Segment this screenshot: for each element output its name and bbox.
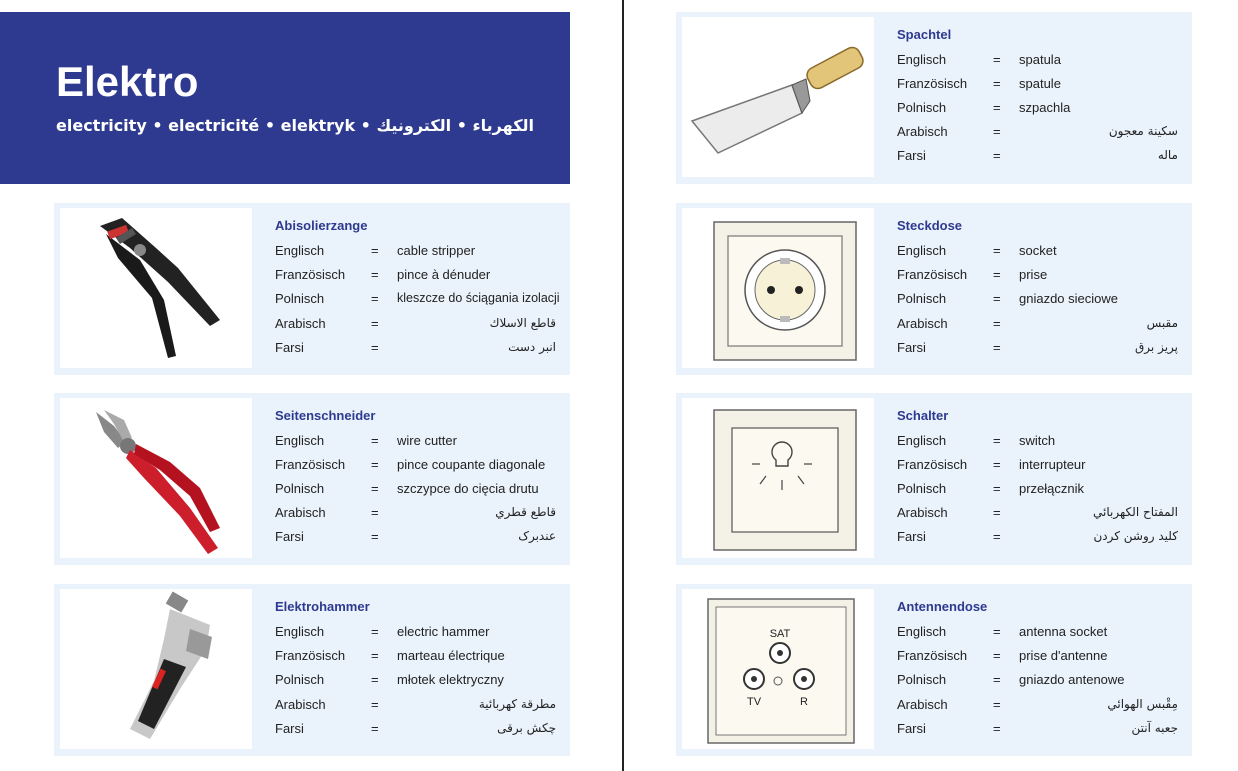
translation-value: انبر دست: [508, 340, 556, 354]
equals-sign: =: [993, 316, 1001, 331]
language-label: Farsi: [897, 721, 926, 736]
translation-row: [897, 100, 1182, 120]
translation-row: [897, 76, 1182, 96]
translation-row: [897, 672, 1182, 692]
translation-value: قاطع قطري: [495, 505, 556, 519]
translation-value: szpachla: [1019, 100, 1071, 115]
page-title: Elektro: [56, 58, 199, 105]
translation-row: [275, 243, 560, 263]
card-title: Abisolierzange: [275, 218, 368, 233]
translation-value: spatule: [1019, 76, 1061, 91]
vocab-card-antennendose: [676, 584, 1192, 756]
translation-value: młotek elektryczny: [397, 672, 504, 687]
translation-row: [897, 340, 1182, 360]
language-label: Arabisch: [897, 505, 948, 520]
translation-value: prise d'antenne: [1019, 648, 1108, 663]
translation-value: szczypce do cięcia drutu: [397, 481, 539, 496]
equals-sign: =: [371, 267, 379, 282]
equals-sign: =: [993, 697, 1001, 712]
equals-sign: =: [993, 481, 1001, 496]
translation-row: [897, 148, 1182, 168]
translation-row: [897, 316, 1182, 336]
language-label: Farsi: [897, 529, 926, 544]
socket-icon: [682, 208, 874, 368]
translation-value: przełącznik: [1019, 481, 1085, 496]
translation-value: قاطع الاسلاك: [489, 316, 556, 330]
translation-value: wire cutter: [397, 433, 457, 448]
language-label: Polnisch: [275, 481, 325, 496]
language-label: Arabisch: [897, 124, 948, 139]
translation-row: [897, 267, 1182, 287]
translation-value: کلید روشن کردن: [1093, 529, 1178, 543]
translation-value: antenna socket: [1019, 624, 1108, 639]
translation-value: socket: [1019, 243, 1057, 258]
language-label: Englisch: [275, 243, 325, 258]
translation-value: pince à dénuder: [397, 267, 491, 282]
language-label: Arabisch: [275, 316, 326, 331]
translation-row: [897, 624, 1182, 644]
card-title: Steckdose: [897, 218, 963, 233]
language-label: Polnisch: [897, 672, 947, 687]
vocab-card-schalter: [676, 393, 1192, 565]
translation-row: [275, 267, 560, 287]
translation-value: kleszcze do ściągania izolacji: [397, 291, 560, 305]
language-label: Polnisch: [275, 672, 325, 687]
translation-row: [275, 648, 560, 668]
equals-sign: =: [371, 243, 379, 258]
translation-row: [897, 721, 1182, 741]
equals-sign: =: [993, 148, 1001, 163]
wire-cutter-icon: [60, 398, 252, 558]
card-title: Schalter: [897, 408, 949, 423]
language-label: Französisch: [897, 76, 968, 91]
radio-label: R: [800, 696, 808, 708]
translation-row: [897, 291, 1182, 311]
card-title: Spachtel: [897, 27, 952, 42]
translation-value: مقبس: [1146, 316, 1178, 330]
language-label: Französisch: [897, 267, 968, 282]
language-label: Französisch: [897, 648, 968, 663]
translation-row: [897, 648, 1182, 668]
vocab-card-steckdose: [676, 203, 1192, 375]
translation-value: سكينة معجون: [1108, 124, 1178, 138]
translation-value: پریز برق: [1134, 340, 1178, 354]
equals-sign: =: [371, 505, 379, 520]
language-label: Englisch: [897, 243, 947, 258]
page-subtitle: electricity • electricité • elektryk • الكهرباء • الكترونيك: [56, 116, 534, 135]
equals-sign: =: [993, 648, 1001, 663]
translation-row: [897, 433, 1182, 453]
card-title: Seitenschneider: [275, 408, 376, 423]
light-switch-icon: [682, 398, 874, 558]
sat-label: SAT: [769, 628, 791, 640]
equals-sign: =: [371, 433, 379, 448]
spatula-icon: [682, 17, 874, 177]
vocab-card-seitenschneider: [54, 393, 570, 565]
translation-row: [275, 340, 560, 360]
translation-value: gniazdo sieciowe: [1019, 291, 1119, 306]
equals-sign: =: [371, 624, 379, 639]
translation-value: switch: [1019, 433, 1056, 448]
equals-sign: =: [371, 291, 379, 306]
equals-sign: =: [993, 124, 1001, 139]
translation-row: [897, 243, 1182, 263]
translation-row: [275, 316, 560, 336]
translation-row: [275, 291, 560, 311]
language-label: Arabisch: [897, 697, 948, 712]
translation-row: [275, 481, 560, 501]
translation-row: [897, 124, 1182, 144]
translation-value: interrupteur: [1019, 457, 1086, 472]
translation-value: cable stripper: [397, 243, 476, 258]
translation-value: جعبه آنتن: [1131, 721, 1178, 735]
translation-value: عندبرک: [518, 529, 556, 543]
translation-row: [275, 457, 560, 477]
translation-row: [897, 529, 1182, 549]
language-label: Französisch: [275, 457, 346, 472]
language-label: Farsi: [897, 148, 926, 163]
translation-row: [897, 505, 1182, 525]
language-label: Französisch: [275, 648, 346, 663]
translation-value: چکش برقی: [497, 721, 556, 735]
language-label: Arabisch: [275, 505, 326, 520]
language-label: Englisch: [275, 624, 325, 639]
language-label: Englisch: [275, 433, 325, 448]
translation-row: [275, 672, 560, 692]
column-divider: [622, 0, 624, 771]
equals-sign: =: [371, 481, 379, 496]
equals-sign: =: [993, 721, 1001, 736]
translation-value: marteau électrique: [397, 648, 505, 663]
translation-value: pince coupante diagonale: [397, 457, 546, 472]
equals-sign: =: [371, 529, 379, 544]
translation-value: prise: [1019, 267, 1048, 282]
equals-sign: =: [371, 697, 379, 712]
language-label: Polnisch: [897, 100, 947, 115]
translation-value: ماله: [1157, 148, 1178, 162]
equals-sign: =: [993, 672, 1001, 687]
translation-value: المفتاح الكهربائي: [1093, 505, 1178, 519]
translation-row: [897, 457, 1182, 477]
language-label: Farsi: [275, 721, 304, 736]
translation-value: مِقْبس الهوائي: [1107, 697, 1178, 711]
translation-row: [897, 697, 1182, 717]
language-label: Englisch: [897, 433, 947, 448]
equals-sign: =: [993, 267, 1001, 282]
language-label: Farsi: [275, 340, 304, 355]
translation-row: [275, 721, 560, 741]
translation-value: electric hammer: [397, 624, 490, 639]
language-label: Farsi: [275, 529, 304, 544]
equals-sign: =: [371, 340, 379, 355]
vocab-card-spachtel: [676, 12, 1192, 184]
electric-hammer-icon: [60, 589, 252, 749]
equals-sign: =: [993, 76, 1001, 91]
language-label: Englisch: [897, 624, 947, 639]
card-title: Elektrohammer: [275, 599, 370, 614]
equals-sign: =: [993, 291, 1001, 306]
equals-sign: =: [371, 672, 379, 687]
translation-row: [275, 624, 560, 644]
equals-sign: =: [993, 505, 1001, 520]
tv-label: TV: [746, 696, 762, 708]
language-label: Polnisch: [897, 481, 947, 496]
antenna-socket-icon: [682, 589, 874, 749]
translation-row: [897, 52, 1182, 72]
equals-sign: =: [993, 340, 1001, 355]
equals-sign: =: [993, 100, 1001, 115]
translation-value: gniazdo antenowe: [1019, 672, 1125, 687]
language-label: Farsi: [897, 340, 926, 355]
translation-row: [275, 529, 560, 549]
language-label: Arabisch: [275, 697, 326, 712]
equals-sign: =: [371, 457, 379, 472]
equals-sign: =: [993, 243, 1001, 258]
vocab-card-abisolierzange: [54, 203, 570, 375]
equals-sign: =: [371, 721, 379, 736]
equals-sign: =: [371, 648, 379, 663]
language-label: Polnisch: [275, 291, 325, 306]
equals-sign: =: [371, 316, 379, 331]
vocab-card-elektrohammer: [54, 584, 570, 756]
equals-sign: =: [993, 457, 1001, 472]
card-title: Antennendose: [897, 599, 988, 614]
translation-row: [897, 481, 1182, 501]
language-label: Französisch: [897, 457, 968, 472]
translation-row: [275, 433, 560, 453]
translation-value: spatula: [1019, 52, 1061, 67]
translation-row: [275, 505, 560, 525]
language-label: Englisch: [897, 52, 947, 67]
translation-value: مطرقة كهربائية: [478, 697, 556, 711]
cable-stripper-icon: [60, 208, 252, 368]
language-label: Französisch: [275, 267, 346, 282]
language-label: Polnisch: [897, 291, 947, 306]
language-label: Arabisch: [897, 316, 948, 331]
equals-sign: =: [993, 433, 1001, 448]
equals-sign: =: [993, 52, 1001, 67]
translation-row: [275, 697, 560, 717]
page-header: [0, 12, 570, 184]
equals-sign: =: [993, 529, 1001, 544]
equals-sign: =: [993, 624, 1001, 639]
